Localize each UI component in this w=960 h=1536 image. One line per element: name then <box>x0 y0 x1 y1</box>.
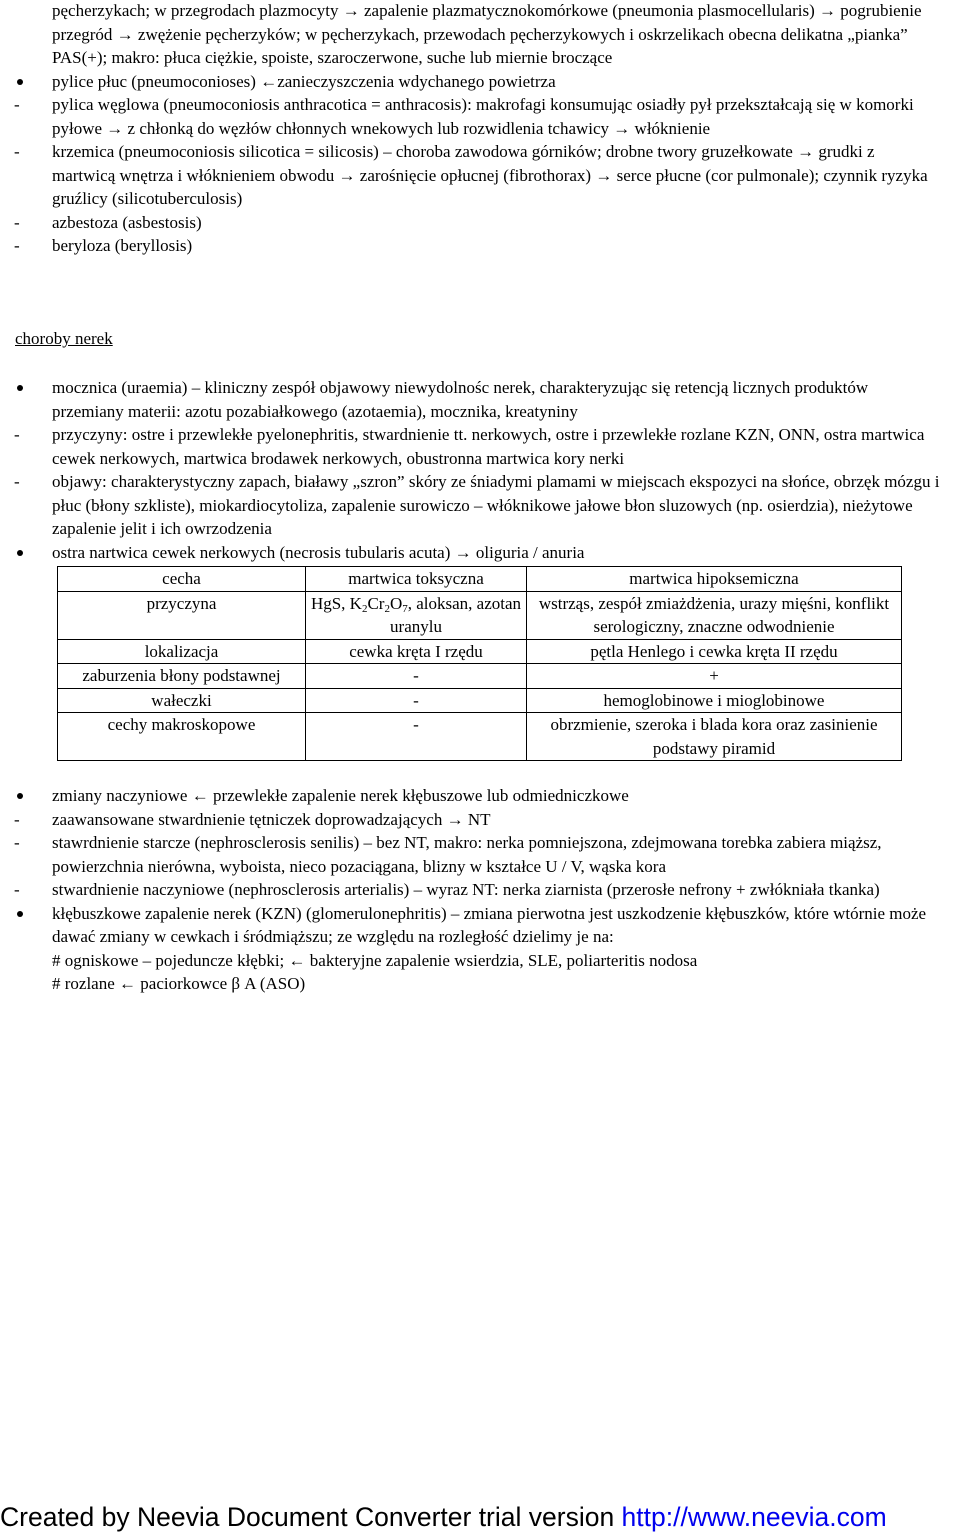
table-cell: pętla Henlego i cewka kręta II rzędu <box>527 639 902 664</box>
formula-text: O <box>389 593 403 613</box>
table-cell: zaburzenia błony podstawnej <box>58 664 306 689</box>
table-header-cell: martwica toksyczna <box>306 567 527 592</box>
section-heading-choroby-nerek: choroby nerek <box>15 329 113 348</box>
bullet-item-kzn: kłębuszkowe zapalenie nerek (KZN) (glomerulonephritis) – zmiana pierwotna jest uszkodzenie kłębuszków, które wtórnie może dawać zmiany w cewkach i śródmiąższu; ze względu na rozległość dzielimy je na: <box>0 902 960 949</box>
bullet-item-pylice: pylice płuc (pneumoconioses) ←zanieczyszczenia wdychanego powietrza <box>0 70 960 94</box>
formula-text: HgS, K <box>310 593 362 613</box>
dash-item-krzemica: - krzemica (pneumoconiosis silicotica = silicosis) – choroba zawodowa górników; drobne twory gruzełkowate → grudki z martwicą wnętrza i włóknieniem obwodu → zarośnięcie opłucnej (fibrothorax) → serce płucne (cor pulmonale); czynnik ryzyka gruźlicy (silicotuberculosis) <box>0 140 960 211</box>
table-cell: - <box>306 688 527 713</box>
table-cell: lokalizacja <box>58 639 306 664</box>
table-row <box>58 664 902 689</box>
dash-item-beryloza: - beryloza (beryllosis) <box>0 234 960 258</box>
table-cell: - <box>306 664 527 689</box>
table-cell: cechy makroskopowe <box>58 713 306 761</box>
table-cell: przyczyna <box>58 591 306 639</box>
table-cell: - <box>306 713 527 761</box>
comparison-table <box>57 566 902 761</box>
table-cell: wałeczki <box>58 688 306 713</box>
table-row <box>58 591 902 639</box>
bullet-item-martwica-cewek: ostra nartwica cewek nerkowych (necrosis tubularis acuta) → oliguria / anuria <box>0 541 960 565</box>
table-header-cell: martwica hipoksemiczna <box>527 567 902 592</box>
dash-item-stwardnienie-naczyniowe: - stwardnienie naczyniowe (nephrosclerosis arterialis) – wyraz NT: nerka ziarnista (przerosłe nefrony + zwłókniała tkanka) <box>0 878 960 902</box>
table-cell: cewka kręta I rzędu <box>306 639 527 664</box>
section-zmiany-naczyniowe <box>0 784 960 996</box>
hash-item-rozlane: # rozlane ← paciorkowce β A (ASO) <box>52 974 306 993</box>
table-cell: + <box>527 664 902 689</box>
watermark-text: Created by Neevia Document Converter trial version <box>0 1502 622 1532</box>
bullet-item-zmiany-naczyniowe: zmiany naczyniowe ← przewlekłe zapalenie nerek kłębuszowe lub odmiedniczkowe <box>0 784 960 808</box>
subscript: 2 <box>384 602 390 615</box>
hash-item-ogniskowe: # ogniskowe – pojeduncze kłębki; ← bakteryjne zapalenie wsierdzia, SLE, poliarteritis nodosa <box>52 950 698 970</box>
table-row <box>58 713 902 761</box>
table-row <box>58 688 902 713</box>
continued-paragraph: pęcherzykach; w przegrodach plazmocyty → zapalenie plazmatycznokomórkowe (pneumonia plasmocellularis) → pogrubienie przegród → zwężenie pęcherzyków; w pęcherzykach, przewodach pęcherzykowych i oskrzelikach obecna delikatna „pianka” PAS(+); makro: płuca ciężkie, spoiste, szaroczerwone, suche lub miernie broczące <box>52 1 922 67</box>
converter-watermark <box>0 1500 960 1534</box>
dash-item-objawy: - objawy: charakterystyczny zapach, białawy „szron” skóry ze śniadymi plamami w miejscach ekspozyci na słońce, obrzęk mózgu i płuc (błony szkliste), miokardiocytoliza, zapalenie surowiczo – włóknikowe jałowe błon sluzowych (np. osierdzia), nieżytowe zapalenie jelit i ich owrzodzenia <box>0 470 960 541</box>
subscript: 7 <box>402 602 408 615</box>
bullet-item-mocznica: mocznica (uraemia) – kliniczny zespół objawowy niewydolnośc nerek, charakteryzując się retencją licznych produktów przemiany materii: azotu pozabiałkowego (azotaemia), mocznika, kreatyniny <box>0 376 960 423</box>
table-cell: wstrząs, zespół zmiażdżenia, urazy mięśni, konflikt serologiczny, znaczne odwodnienie <box>527 591 902 639</box>
section-mocznica <box>0 376 960 564</box>
table-cell: hemoglobinowe i mioglobinowe <box>527 688 902 713</box>
dash-item-pylica-weglowa: - pylica węglowa (pneumoconiosis anthracotica = anthracosis): makrofagi konsumując osiadły pył przekształcają się w komorki pyłowe → z chłonką do węzłów chłonnych wnekowych lub rozwidlenia tchawicy → włóknienie <box>0 93 960 140</box>
table-header-row <box>58 567 902 592</box>
dash-item-przyczyny: - przyczyny: ostre i przewlekłe pyelonephritis, stwardnienie tt. nerkowych, ostre i przewlekłe rozlane KZN, ONN, ostra martwica cewek nerkowych, martwica brodawek nerkowych, obustronna martwica kory nerki <box>0 423 960 470</box>
formula-text: Cr <box>367 593 385 613</box>
table-cell: obrzmienie, szeroka i blada kora oraz zasinienie podstawy piramid <box>527 713 902 761</box>
dash-item-stwardnienie-starcze: - stawrdnienie starcze (nephrosclerosis senilis) – bez NT, makro: nerka pomniejszona, zdejmowana torebka zabiera miąższ, powierzchnia nierówna, wyboista, nieco pozaciągana, blizny w kształce U / V, wąska kora <box>0 831 960 878</box>
dash-item-azbestoza: - azbestoza (asbestosis) <box>0 211 960 235</box>
subscript: 2 <box>361 602 368 615</box>
dash-item-zaawansowane: - zaawansowane stwardnienie tętniczek doprowadzających → NT <box>0 808 960 832</box>
formula-text: , aloksan, azotan uranylu <box>390 593 522 636</box>
table-cell-chemical-formula <box>306 591 527 639</box>
table-row <box>58 639 902 664</box>
table-header-cell: cecha <box>58 567 306 592</box>
watermark-link[interactable]: http://www.neevia.com <box>621 1502 887 1532</box>
